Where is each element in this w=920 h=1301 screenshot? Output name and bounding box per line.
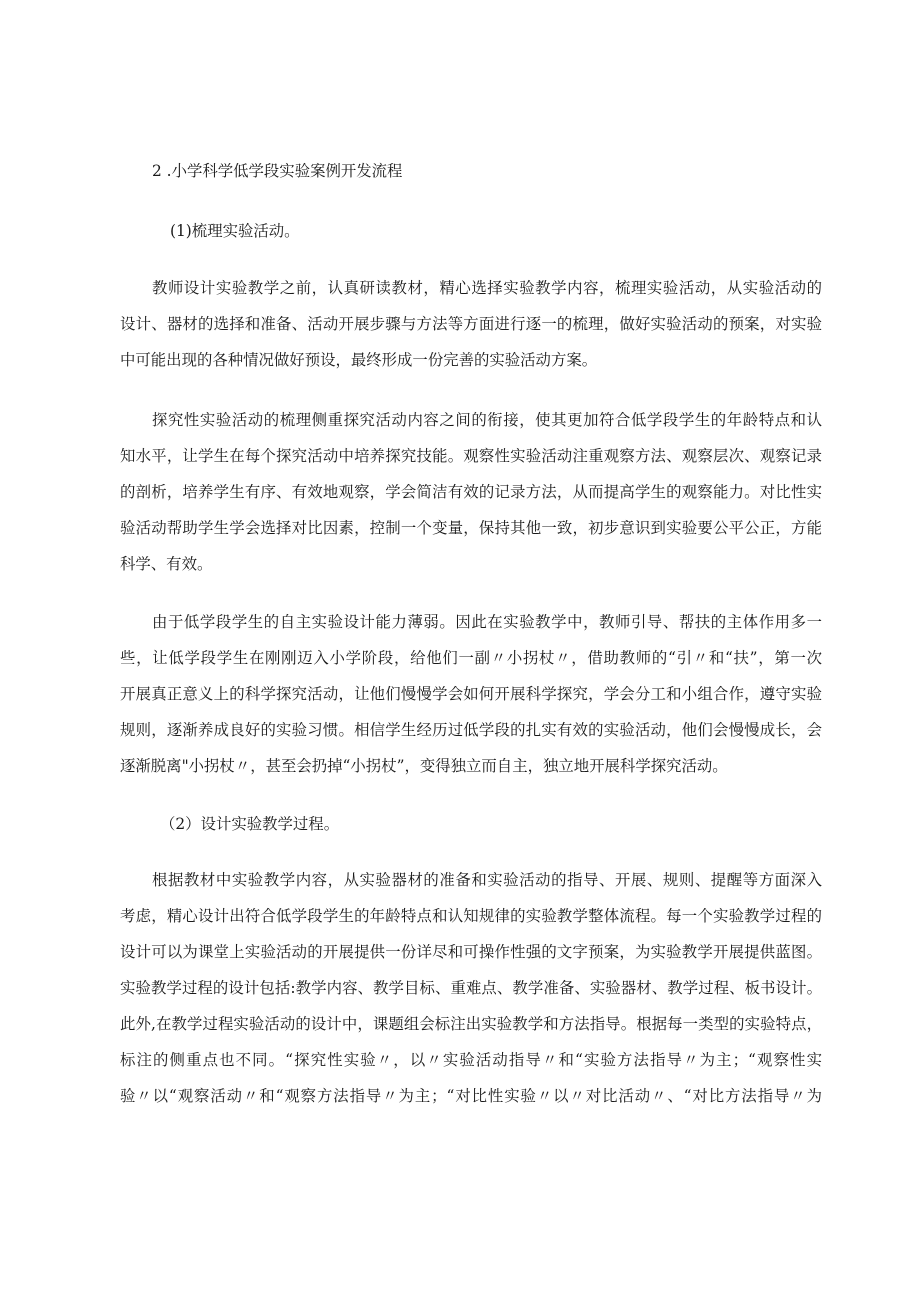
paragraph-4-line: 此外,在教学过程实验活动的设计中，课题组会标注出实验教学和方法指导。根据每一类型的实验特点， xyxy=(120,1015,822,1033)
paragraph-3-line: 些，让低学段学生在刚刚迈入小学阶段，给他们一副〃小拐杖〃，借助教师的“引〃和“扶”，第一次 xyxy=(120,649,822,667)
section-heading: 2 .小学科学低学段实验案例开发流程 xyxy=(152,162,403,180)
paragraph-4-line: 实验教学过程的设计包括:教学内容、教学目标、重难点、教学准备、实验器材、教学过程、板书设计。 xyxy=(120,979,822,997)
paragraph-4-line: 根据教材中实验教学内容，从实验器材的准备和实验活动的指导、开展、规则、提醒等方面深入 xyxy=(152,871,822,889)
paragraph-2-line: 知水平，让学生在每个探究活动中培养探究技能。观察性实验活动注重观察方法、观察层次、观察记录 xyxy=(120,447,822,465)
paragraph-4-line: 标注的侧重点也不同。“探究性实验〃，以〃实验活动指导〃和“实验方法指导〃为主；“观察性实 xyxy=(120,1051,822,1069)
paragraph-2-line: 科学、有效。 xyxy=(120,555,213,573)
paragraph-1-line: 中可能出现的各种情况做好预设，最终形成一份完善的实验活动方案。 xyxy=(120,351,598,369)
paragraph-4-line: 考虑，精心设计出符合低学段学生的年龄特点和认知规律的实验教学整体流程。每一个实验教学过程的 xyxy=(120,907,822,925)
paragraph-3-line: 开展真正意义上的科学探究活动，让他们慢慢学会如何开展科学探究，学会分工和小组合作，遵守实验 xyxy=(120,685,822,703)
paragraph-2-line: 的剖析，培养学生有序、有效地观察，学会简洁有效的记录方法，从而提高学生的观察能力。对比性实 xyxy=(120,483,822,501)
paragraph-4-line: 验〃以“观察活动〃和“观察方法指导〃为主；“对比性实验〃以〃对比活动〃、“对比方法指导〃为 xyxy=(120,1087,822,1105)
paragraph-1-line: 设计、器材的选择和准备、活动开展步骤与方法等方面进行逐一的梳理，做好实验活动的预案，对实验 xyxy=(120,315,822,333)
sub-heading-1: (1)梳理实验活动。 xyxy=(170,222,300,240)
sub-heading-2: （2）设计实验教学过程。 xyxy=(160,815,340,833)
paragraph-2-line: 探究性实验活动的梳理侧重探究活动内容之间的衔接，使其更加符合低学段学生的年龄特点和认 xyxy=(152,411,822,429)
paragraph-4-line: 设计可以为课堂上实验活动的开展提供一份详尽和可操作性强的文字预案，为实验教学开展提供蓝图。 xyxy=(120,943,822,961)
paragraph-1-line: 教师设计实验教学之前，认真研读教材，精心选择实验教学内容，梳理实验活动，从实验活动的 xyxy=(152,279,822,297)
paragraph-3-line: 由于低学段学生的自主实验设计能力薄弱。因此在实验教学中，教师引导、帮扶的主体作用多一 xyxy=(152,613,822,631)
paragraph-3-line: 规则，逐渐养成良好的实验习惯。相信学生经历过低学段的扎实有效的实验活动，他们会慢慢成长，会 xyxy=(120,721,822,739)
paragraph-3-line: 逐渐脱离"小拐杖〃，甚至会扔掉“小拐杖”，变得独立而自主，独立地开展科学探究活动。 xyxy=(120,757,728,775)
paragraph-2-line: 验活动帮助学生学会选择对比因素，控制一个变量，保持其他一致，初步意识到实验要公平公正，方能 xyxy=(120,519,822,537)
